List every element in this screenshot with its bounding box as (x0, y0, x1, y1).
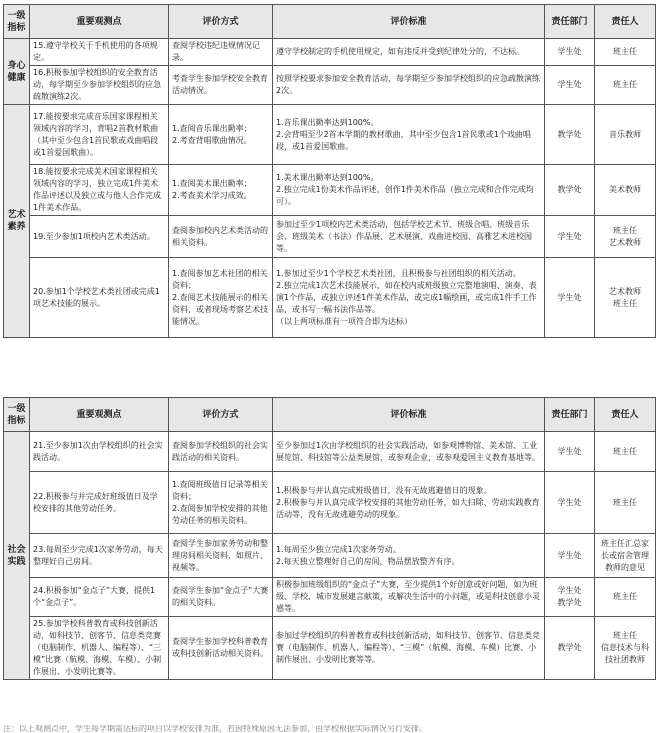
method-cell: 1.查阅参加艺术社团的相关资料； 2.查阅艺术技能展示的相关资料，或者现场考察艺术技能情况。 (169, 258, 273, 338)
observation-cell: 22.积极参与并完成好班级值日及学校安排的其他劳动任务。 (30, 472, 169, 534)
standard-cell: 1.参加过至少1个学校艺术类社团，且积极参与社团组织的相关活动。 2.独立完成1次艺术技能展示，如在校内或班级独立完整地演唱、演奏、表演1个作品，或独立评述1件美术作品，或完成1幅绘画，或完成1件手工作品，或书写一幅书法作品等。 （以上两项标准有一项符合即为达标） (273, 258, 545, 338)
header-department: 责任部门 (545, 398, 595, 432)
standard-cell: 至少参加过1次由学校组织的社会实践活动，如参观博物馆、美术馆、工业展览馆、科技馆等公益类展馆，或参观企业，或参观爱国主义教育基地等。 (273, 432, 545, 472)
table-header-row (4, 398, 656, 432)
header-method: 评价方式 (169, 398, 273, 432)
department-cell: 学生处 (545, 258, 595, 338)
standard-cell: 参加过至少1项校内艺术类活动，包括学校艺术节、班级合唱、班级音乐会、班级美术（书法）作品展、艺术展演、戏曲进校园、高雅艺术进校园等。 (273, 216, 545, 258)
table-row (4, 165, 656, 216)
observation-cell: 21.至少参加1次由学校组织的社会实践活动。 (30, 432, 169, 472)
header-method: 评价方式 (169, 5, 273, 39)
standard-cell: 1.音乐课出勤率达到100%。 2.会背唱至少2首本学期的教材歌曲，其中至少包含1首民歌或1个戏曲唱段，或1首爱国歌曲。 (273, 105, 545, 165)
person-cell: 班主任 (595, 578, 656, 617)
header-person: 责任人 (595, 5, 656, 39)
header-standard: 评价标准 (273, 398, 545, 432)
person-cell: 班主任 (595, 472, 656, 534)
standard-cell: 1.美术课出勤率达到100%。 2.独立完成1份美术作品评述，创作1件美术作品（独立完成和合作完成均可）。 (273, 165, 545, 216)
header-category: 一级指标 (4, 398, 30, 432)
table-row (4, 578, 656, 617)
method-cell: 查阅学生参加“金点子”大赛的相关资料。 (169, 578, 273, 617)
table-row (4, 258, 656, 338)
person-cell: 班主任 (595, 432, 656, 472)
department-cell: 学生处 (545, 534, 595, 578)
evaluation-table-bottom (3, 397, 656, 680)
person-cell: 美术教师 (595, 165, 656, 216)
table-row (4, 105, 656, 165)
department-cell: 学生处 教学处 (545, 578, 595, 617)
table-row (4, 617, 656, 680)
table-row (4, 534, 656, 578)
category-cell: 艺术素养 (4, 105, 30, 338)
department-cell: 学生处 (545, 66, 595, 105)
department-cell: 学生处 (545, 432, 595, 472)
table-row (4, 66, 656, 105)
evaluation-table-top (3, 4, 656, 338)
observation-cell: 25.参加学校科普教育或科技创新活动，如科技节、创客节、信息类竞赛（电脑制作、机器人、编程等）、“三模”比赛（航模、海模、车模）、小制作展出、小发明比赛等。 (30, 617, 169, 680)
person-cell: 班主任 (595, 39, 656, 66)
table-row (4, 39, 656, 66)
observation-cell: 18.能按要求完成美术国家课程相关领域内容的学习，独立完成1件美术作品评述以及独立或与他人合作完成1件美术作品。 (30, 165, 169, 216)
person-cell: 班主任 艺术教师 (595, 216, 656, 258)
method-cell: 1.查阅音乐课出勤率； 2.考查背唱歌曲情况。 (169, 105, 273, 165)
category-cell: 身心健康 (4, 39, 30, 105)
person-cell: 艺术教师 班主任 (595, 258, 656, 338)
observation-cell: 19.至少参加1项校内艺术类活动。 (30, 216, 169, 258)
standard-cell: 积极参加班级组织的“金点子”大赛，至少提供1个好创意或好问题，如为班级、学校、城市发展建言献策，或解决生活中的小问题，或是科技创意小灵感等。 (273, 578, 545, 617)
person-cell: 班主任 (595, 66, 656, 105)
header-observation: 重要观测点 (30, 398, 169, 432)
department-cell: 学生处 (545, 472, 595, 534)
standard-cell: 遵守学校制定的手机使用规定，如有违反并受到纪律处分的，不达标。 (273, 39, 545, 66)
department-cell: 学生处 (545, 39, 595, 66)
method-cell: 1.查阅班级值日记录等相关资料； 2.查阅参加学校安排的其他劳动任务的相关资料。 (169, 472, 273, 534)
observation-cell: 15.遵守学校关于手机使用的各项规定。 (30, 39, 169, 66)
person-cell: 班主任 信息技术与科技社团教师 (595, 617, 656, 680)
method-cell: 查阅学生参加学校科普教育或科技创新活动相关资料。 (169, 617, 273, 680)
method-cell: 查阅学生参加家务劳动和整理房间相关资料，如照片、视频等。 (169, 534, 273, 578)
observation-cell: 16.积极参加学校组织的安全教育活动，每学期至少参加学校组织的应急疏散演练2次。 (30, 66, 169, 105)
department-cell: 学生处 (545, 216, 595, 258)
observation-cell: 20.参加1个学校艺术类社团或完成1项艺术技能的展示。 (30, 258, 169, 338)
observation-cell: 23.每周至少完成1次家务劳动，每天整理好自己房间。 (30, 534, 169, 578)
header-person: 责任人 (595, 398, 656, 432)
table-row (4, 432, 656, 472)
department-cell: 教学处 (545, 617, 595, 680)
standard-cell: 1.每周至少独立完成1次家务劳动。 2.每天独立整理好自己的房间，物品摆放整齐有序。 (273, 534, 545, 578)
method-cell: 考查学生参加学校安全教育活动情况。 (169, 66, 273, 105)
category-cell: 社会实践 (4, 432, 30, 680)
header-standard: 评价标准 (273, 5, 545, 39)
observation-cell: 24.积极参加“金点子”大赛，提供1个“金点子”。 (30, 578, 169, 617)
standard-cell: 1.积极参与并认真完成班级值日，没有无故逃避值日的现象。 2.积极参与并认真完成学校安排的其他劳动任务，如大扫除、劳动实践教育活动等，没有无故逃避劳动的现象。 (273, 472, 545, 534)
table-gap (0, 391, 659, 396)
department-cell: 教学处 (545, 105, 595, 165)
standard-cell: 参加过学校组织的科普教育或科技创新活动，如科技节、创客节、信息类竞赛（电脑制作、机器人、编程等）、“三模”（航模、海模、车模）比赛、小制作展出、小发明比赛等等。 (273, 617, 545, 680)
header-category: 一级指标 (4, 5, 30, 39)
method-cell: 1.查阅美术课出勤率； 2.考查美术学习成效。 (169, 165, 273, 216)
standard-cell: 按照学校要求参加安全教育活动，每学期至少参加学校组织的应急疏散演练2次。 (273, 66, 545, 105)
observation-cell: 17.能按要求完成音乐国家课程相关领域内容的学习，背唱2首教材歌曲（其中至少包含1首民歌或戏曲唱段或1首爱国歌曲）。 (30, 105, 169, 165)
header-department: 责任部门 (545, 5, 595, 39)
header-observation: 重要观测点 (30, 5, 169, 39)
table-row (4, 472, 656, 534)
method-cell: 查阅参加学校组织的社会实践活动的相关资料。 (169, 432, 273, 472)
table-row (4, 216, 656, 258)
method-cell: 查阅参加校内艺术类活动的相关资料。 (169, 216, 273, 258)
person-cell: 班主任汇总家长或宿舍管理教师的意见 (595, 534, 656, 578)
page-footnote: 注：以上观测点中，学生每学期需达标的项目以学校安排为准，若因特殊原因无法参加，由学校根据实际情况另行安排。 (3, 725, 427, 733)
table-header-row (4, 5, 656, 39)
method-cell: 查阅学校违纪违规情况记录。 (169, 39, 273, 66)
department-cell: 教学处 (545, 165, 595, 216)
person-cell: 音乐教师 (595, 105, 656, 165)
